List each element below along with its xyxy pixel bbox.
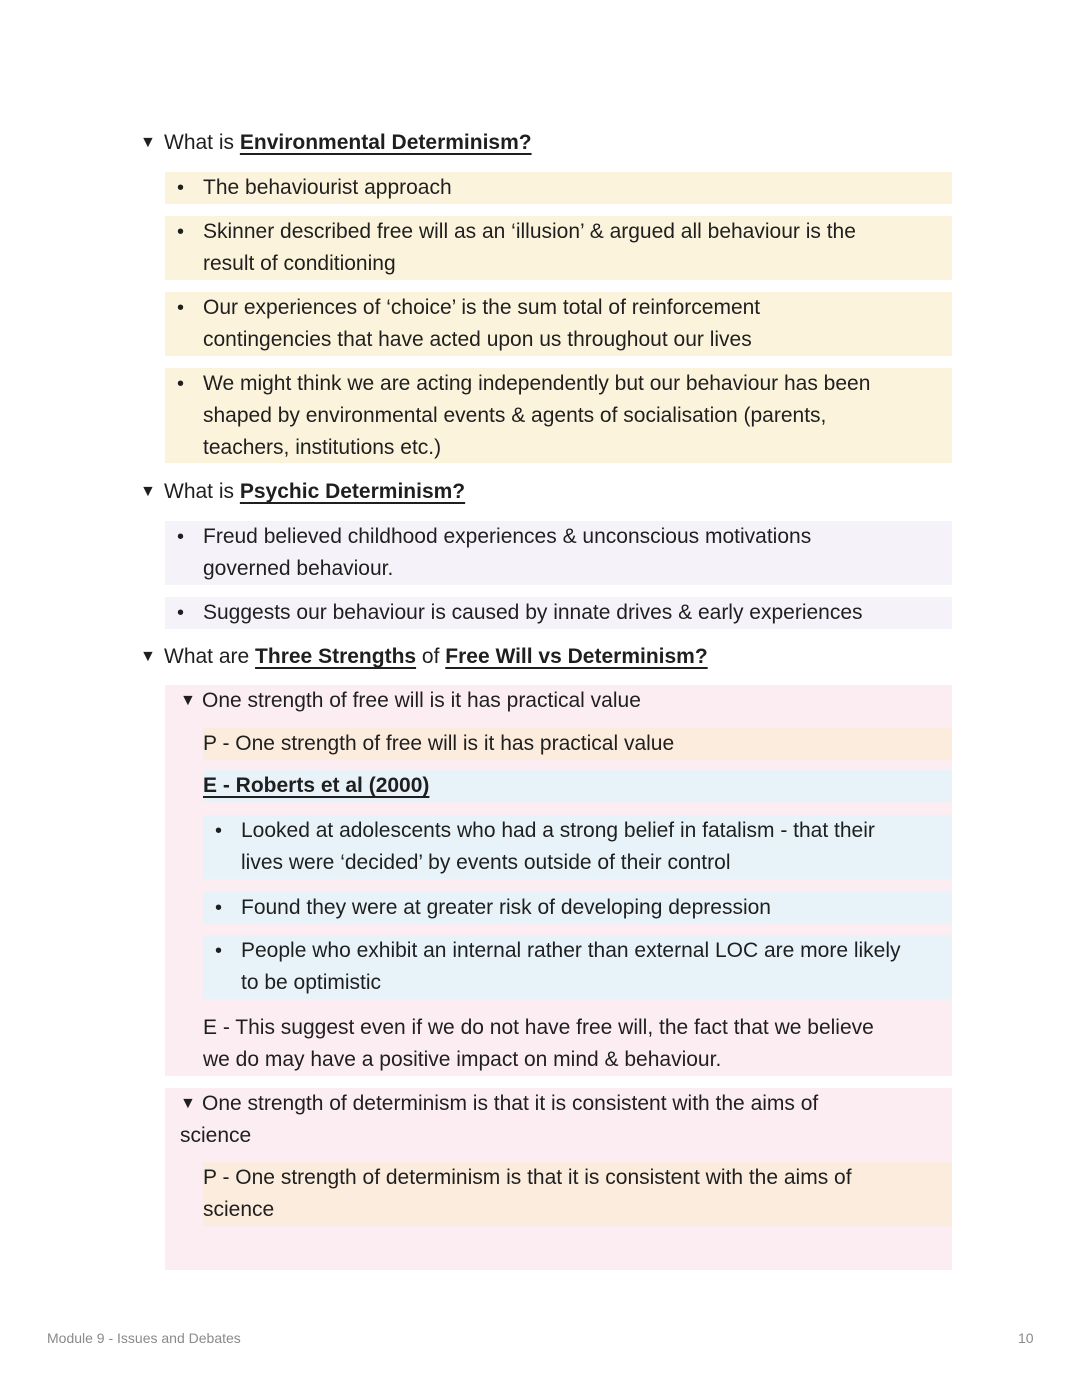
page-number: 10 xyxy=(1018,1330,1034,1346)
list-item: • Our experiences of ‘choice’ is the sum total of reinforcement contingencies that have acted upon us throughout our lives xyxy=(165,292,952,356)
evidence-heading xyxy=(203,770,952,802)
footer-module: Module 9 - Issues and Debates xyxy=(47,1330,241,1346)
toggle-triangle-icon[interactable]: ▼ xyxy=(140,648,156,665)
point-block xyxy=(203,1162,952,1226)
item-line: governed behaviour. xyxy=(203,557,394,580)
heading-prefix: What is xyxy=(164,131,240,154)
item-line: Freud believed childhood experiences & unconscious motivations xyxy=(203,525,812,548)
toggle-triangle-icon[interactable]: ▼ xyxy=(140,483,156,500)
list-item: • We might think we are acting independently but our behaviour has been shaped by environmental events & agents of socialisation (parents, teachers, institutions etc.) xyxy=(165,368,952,463)
item-line: shaped by environmental events & agents of socialisation (parents, xyxy=(203,404,827,427)
list-item: • Suggests our behaviour is caused by innate drives & early experiences xyxy=(165,597,952,629)
item-line: Skinner described free will as an ‘illusion’ & argued all behaviour is the xyxy=(203,220,856,243)
list-item: • The behaviourist approach xyxy=(165,172,952,204)
item-line: result of conditioning xyxy=(203,252,396,275)
toggle-triangle-icon[interactable]: ▼ xyxy=(180,1095,196,1112)
item-line: Found they were at greater risk of developing depression xyxy=(241,896,771,919)
item-line: lives were ‘decided’ by events outside of their control xyxy=(241,851,731,874)
item-line: E - This suggest even if we do not have free will, the fact that we believe xyxy=(203,1016,874,1039)
heading-prefix: What are xyxy=(164,645,256,668)
item-line: to be optimistic xyxy=(241,971,382,994)
toggle-triangle-icon[interactable]: ▼ xyxy=(180,692,196,709)
item-line: we do may have a positive impact on mind & behaviour. xyxy=(203,1048,722,1071)
heading-mid: of xyxy=(416,645,446,668)
strength-title[interactable]: One strength of free will is it has practical value xyxy=(202,689,641,712)
strength-title-cont: science xyxy=(180,1124,252,1147)
item-line: We might think we are acting independently but our behaviour has been xyxy=(203,372,871,395)
item-line: Our experiences of ‘choice’ is the sum total of reinforcement xyxy=(203,296,761,319)
evidence-title: E - Roberts et al (2000) xyxy=(203,774,430,797)
heading-bold-2: Free Will vs Determinism? xyxy=(445,645,708,668)
heading-bold: Three Strengths xyxy=(255,645,417,668)
list-item: • Looked at adolescents who had a strong belief in fatalism - that their lives were ‘decided’ by events outside of their control xyxy=(203,815,952,879)
item-line: Suggests our behaviour is caused by innate drives & early experiences xyxy=(203,601,863,624)
point-text: P - One strength of free will is it has practical value xyxy=(203,732,675,755)
heading-bold: Environmental Determinism? xyxy=(239,131,532,154)
item-line: contingencies that have acted upon us throughout our lives xyxy=(203,328,752,351)
list-item: • People who exhibit an internal rather than external LOC are more likely to be optimistic xyxy=(203,935,952,999)
list-item: • Freud believed childhood experiences & unconscious motivations governed behaviour. xyxy=(165,521,952,585)
explanation-block xyxy=(203,1012,874,1076)
heading-bold: Psychic Determinism? xyxy=(239,480,466,503)
strength-title[interactable]: One strength of determinism is that it is consistent with the aims of xyxy=(202,1092,819,1115)
item-line: Looked at adolescents who had a strong belief in fatalism - that their xyxy=(241,819,875,842)
list-item: • Found they were at greater risk of developing depression xyxy=(203,892,952,924)
point-block xyxy=(203,728,952,760)
point-text: P - One strength of determinism is that it is consistent with the aims of xyxy=(203,1166,852,1189)
toggle-triangle-icon[interactable]: ▼ xyxy=(140,134,156,151)
list-item: • Skinner described free will as an ‘illusion’ & argued all behaviour is the result of conditioning xyxy=(165,216,952,280)
item-line: teachers, institutions etc.) xyxy=(203,436,442,459)
item-line: People who exhibit an internal rather than external LOC are more likely xyxy=(241,939,901,962)
point-text: science xyxy=(203,1198,275,1221)
heading-prefix: What is xyxy=(164,480,240,503)
item-line: The behaviourist approach xyxy=(203,176,452,199)
